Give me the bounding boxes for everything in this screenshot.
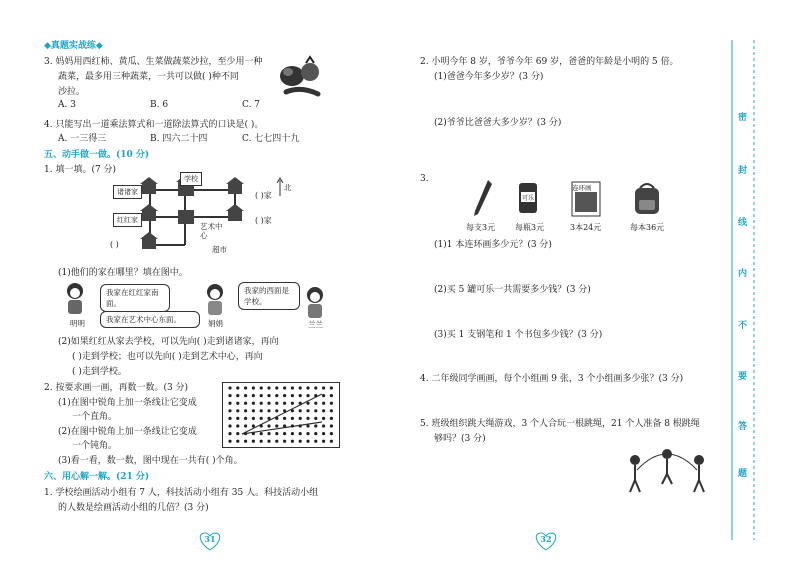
grid-dot bbox=[260, 424, 263, 427]
q6-1-line1: 1. 学校绘画活动小组有 7 人，科技活动小组有 35 人。科技活动小组 bbox=[44, 488, 319, 498]
q3-line2: 蔬菜，最多用三种蔬菜，一共可以做( )种不同 bbox=[58, 72, 239, 82]
grid-dot bbox=[267, 386, 270, 389]
cola-label: 可乐 bbox=[522, 195, 535, 202]
grid-dot bbox=[252, 432, 255, 435]
map-label-supermarket: 超市 bbox=[212, 245, 227, 254]
grid-dot bbox=[314, 394, 317, 397]
grid-dot bbox=[330, 432, 333, 435]
side-char-8: 题 bbox=[738, 469, 748, 479]
side-char-7: 答 bbox=[738, 422, 748, 432]
price-comic: 3本24元 bbox=[570, 223, 602, 232]
grid-dot bbox=[299, 440, 302, 443]
grid-dot bbox=[236, 432, 239, 435]
q3-line1: 3. 妈妈用西红柿、黄瓜、生菜做蔬菜沙拉，至少用一种 bbox=[44, 57, 263, 67]
q6-1-line2: 的人数是绘画活动小组的几倍？(3 分) bbox=[58, 503, 209, 513]
q2-title: 2. 按要求画一画，再数一数。(3 分) bbox=[44, 383, 189, 393]
grid-dot bbox=[267, 432, 270, 435]
pen-icon bbox=[472, 178, 494, 218]
grid-dot bbox=[299, 417, 302, 420]
grid-dot bbox=[306, 424, 309, 427]
grid-dot bbox=[291, 386, 294, 389]
grid-dot bbox=[306, 386, 309, 389]
r-q2-sub2: (2)爷爷比爸爸大多少岁？(3 分) bbox=[434, 118, 562, 128]
grid-dot bbox=[260, 394, 263, 397]
grid-dot bbox=[267, 424, 270, 427]
heart-frame-icon bbox=[532, 530, 560, 552]
grid-dot bbox=[314, 432, 317, 435]
grid-dot bbox=[291, 402, 294, 405]
grid-dot bbox=[330, 402, 333, 405]
grid-dot bbox=[322, 386, 325, 389]
side-char-6: 要 bbox=[738, 372, 748, 382]
map-label-art-center: 艺术中心 bbox=[200, 222, 223, 240]
q4-option-a: A. 一三得三 bbox=[58, 134, 107, 144]
r-q3-number: 3. bbox=[420, 174, 429, 184]
grid-dot bbox=[228, 402, 231, 405]
child-mingming-icon bbox=[64, 282, 86, 316]
grid-dot bbox=[314, 424, 317, 427]
map-label-school: 学校 bbox=[180, 172, 202, 186]
grid-dot bbox=[267, 440, 270, 443]
r-q3-sub3: (3)买 1 支钢笔和 1 个书包多少钱？(3 分) bbox=[434, 330, 603, 340]
grid-dot bbox=[260, 386, 263, 389]
side-char-1: 密 bbox=[738, 113, 748, 123]
grid-dot bbox=[244, 417, 247, 420]
grid-dot bbox=[275, 394, 278, 397]
grid-dot bbox=[299, 424, 302, 427]
grid-dot bbox=[228, 409, 231, 412]
grid-dot bbox=[306, 417, 309, 420]
grid-dot bbox=[260, 402, 263, 405]
grid-dot bbox=[267, 402, 270, 405]
side-char-5: 不 bbox=[738, 321, 748, 331]
section-6-title: 六、用心解一解。(21 分) bbox=[44, 472, 150, 482]
grid-dot bbox=[306, 402, 309, 405]
grid-dot bbox=[252, 394, 255, 397]
grid-dot bbox=[330, 409, 333, 412]
side-char-3: 线 bbox=[738, 218, 748, 228]
grid-dot bbox=[299, 394, 302, 397]
grid-dot bbox=[228, 424, 231, 427]
grid-dot bbox=[275, 417, 278, 420]
r-q5-line2: 够吗？(3 分) bbox=[434, 434, 486, 444]
grid-dot bbox=[283, 440, 286, 443]
grid-dot bbox=[306, 440, 309, 443]
map-blank-2: ( )家 bbox=[255, 216, 272, 225]
price-schoolbag: 每本36元 bbox=[630, 223, 665, 232]
grid-dot bbox=[299, 409, 302, 412]
grid-dot bbox=[236, 386, 239, 389]
comic-label: 连环画 bbox=[572, 184, 592, 192]
q4-line1: 4. 只能写出一道乘法算式和一道除法算式的口诀是( )。 bbox=[44, 120, 264, 130]
grid-dot bbox=[252, 386, 255, 389]
dot-grid-figure bbox=[222, 382, 340, 448]
grid-dot bbox=[260, 432, 263, 435]
q3-option-b: B. 6 bbox=[150, 100, 169, 110]
grid-dot bbox=[291, 417, 294, 420]
q1-sub2-line1: (2)如果红红从家去学校，可以先向( )走到诸诸家，再向 bbox=[58, 337, 279, 347]
grid-dot bbox=[260, 440, 263, 443]
child-name-mingming: 明明 bbox=[70, 319, 85, 328]
grid-dot bbox=[330, 424, 333, 427]
grid-dot bbox=[275, 386, 278, 389]
grid-dot bbox=[306, 394, 309, 397]
right-page bbox=[400, 0, 800, 580]
grid-dot bbox=[283, 432, 286, 435]
grid-dot bbox=[260, 409, 263, 412]
grid-dot bbox=[291, 409, 294, 412]
q4-option-c: C. 七七四十九 bbox=[242, 134, 300, 144]
r-q3-sub2: (2)买 5 罐可乐一共需要多少钱？(3 分) bbox=[434, 285, 591, 295]
grid-dot bbox=[244, 409, 247, 412]
r-q2-sub1: (1)爸爸今年多少岁？(3 分) bbox=[434, 72, 544, 82]
map-blank-1: ( )家 bbox=[255, 191, 272, 200]
grid-dot bbox=[275, 424, 278, 427]
r-q2-title: 2. 小明今年 8 岁，爷爷今年 69 岁，爸爸的年龄是小明的 5 倍。 bbox=[420, 57, 679, 67]
speech-bubble-3: 我家的西面是学校。 bbox=[238, 282, 300, 310]
grid-dot bbox=[236, 417, 239, 420]
q4-option-b: B. 四六二十四 bbox=[150, 134, 208, 144]
grid-dot bbox=[299, 386, 302, 389]
q2-sub2a: (2)在图中锐角上加一条线让它变成 bbox=[58, 427, 197, 437]
grid-dot bbox=[244, 424, 247, 427]
grid-dot bbox=[283, 394, 286, 397]
grid-dot bbox=[236, 409, 239, 412]
child-juanjuan-icon bbox=[204, 283, 226, 317]
grid-dot bbox=[244, 394, 247, 397]
grid-dot bbox=[228, 394, 231, 397]
grid-dot bbox=[291, 440, 294, 443]
grid-dot bbox=[330, 417, 333, 420]
grid-dot bbox=[275, 432, 278, 435]
q3-option-c: C. 7 bbox=[242, 100, 261, 110]
speech-bubble-2: 我家在艺术中心东面。 bbox=[100, 311, 200, 328]
q2-sub3: (3)看一看，数一数，图中现在一共有( )个角。 bbox=[58, 456, 243, 466]
grid-dot bbox=[306, 409, 309, 412]
q2-sub1b: 一个直角。 bbox=[72, 412, 118, 422]
map-label-honghong: 红红家 bbox=[113, 213, 142, 227]
grid-dot bbox=[314, 440, 317, 443]
grid-dot bbox=[283, 417, 286, 420]
grid-dot bbox=[236, 440, 239, 443]
q1-sub2-line2: ( )走到学校；也可以先向( )走到艺术中心，再向 bbox=[72, 352, 263, 362]
section-5-title: 五、动手做一做。(10 分) bbox=[44, 150, 150, 160]
r-q4: 4. 二年级同学画画，每个小组画 9 张，3 个小组画多少张？(3 分) bbox=[420, 374, 684, 384]
grid-dot bbox=[283, 409, 286, 412]
grid-dot bbox=[291, 424, 294, 427]
grid-dot bbox=[252, 417, 255, 420]
grid-dot bbox=[236, 402, 239, 405]
grid-dot bbox=[275, 402, 278, 405]
grid-dot bbox=[314, 386, 317, 389]
grid-dot bbox=[252, 440, 255, 443]
q2-sub2b: 一个钝角。 bbox=[72, 441, 118, 451]
side-char-2: 封 bbox=[738, 166, 748, 176]
grid-dot bbox=[275, 440, 278, 443]
page-number-left: 31 bbox=[204, 534, 216, 544]
map-blank-3: ( ) bbox=[110, 240, 119, 249]
q1-title: 1. 填一填。(7 分) bbox=[44, 165, 117, 175]
grid-dot bbox=[267, 409, 270, 412]
grid-dot bbox=[322, 417, 325, 420]
grid-dot bbox=[244, 432, 247, 435]
grid-dot bbox=[322, 402, 325, 405]
grid-dot bbox=[306, 432, 309, 435]
grid-dot bbox=[322, 432, 325, 435]
grid-dot bbox=[252, 402, 255, 405]
grid-dot bbox=[291, 394, 294, 397]
grid-dot bbox=[228, 417, 231, 420]
map-label-north: 北 bbox=[284, 183, 292, 192]
grid-dot bbox=[244, 402, 247, 405]
grid-dot bbox=[283, 424, 286, 427]
child-lanlan-icon bbox=[304, 286, 326, 320]
child-name-lanlan: 兰兰 bbox=[308, 320, 323, 329]
q3-option-a: A. 3 bbox=[58, 100, 76, 110]
grid-dot bbox=[244, 440, 247, 443]
grid-dot bbox=[299, 432, 302, 435]
grid-dot bbox=[283, 402, 286, 405]
schoolbag-icon bbox=[632, 180, 662, 218]
r-q3-sub1: (1)1 本连环画多少元？(3 分) bbox=[434, 240, 552, 250]
jump-rope-kids-icon bbox=[625, 446, 711, 496]
grid-dot bbox=[228, 386, 231, 389]
grid-dot bbox=[322, 394, 325, 397]
grid-dot bbox=[322, 409, 325, 412]
section-banner: ◆真题实战练◆ bbox=[44, 41, 103, 51]
grid-dot bbox=[236, 394, 239, 397]
speech-bubble-1: 我家在红红家南面。 bbox=[100, 284, 170, 312]
grid-dot bbox=[267, 394, 270, 397]
page-number-right: 32 bbox=[540, 534, 552, 544]
price-pen: 每支3元 bbox=[466, 223, 496, 232]
vegetables-icon bbox=[276, 52, 326, 102]
side-char-4: 内 bbox=[738, 269, 748, 279]
grid-dot bbox=[275, 409, 278, 412]
grid-dot bbox=[330, 386, 333, 389]
grid-dot bbox=[330, 440, 333, 443]
grid-dot bbox=[314, 417, 317, 420]
r-q5-line1: 5. 班级组织跳大绳游戏，3 个人合玩一根跳绳，21 个人准备 8 根跳绳 bbox=[420, 419, 700, 429]
grid-dot bbox=[299, 402, 302, 405]
grid-dot bbox=[322, 424, 325, 427]
price-cola: 每瓶3元 bbox=[515, 223, 545, 232]
grid-dot bbox=[244, 386, 247, 389]
grid-dot bbox=[330, 394, 333, 397]
grid-dot bbox=[228, 440, 231, 443]
grid-dot bbox=[252, 409, 255, 412]
grid-dot bbox=[314, 409, 317, 412]
grid-dot bbox=[314, 402, 317, 405]
child-name-juanjuan: 娟娟 bbox=[208, 319, 223, 328]
map-label-zhuzhu: 诸诸家 bbox=[113, 185, 142, 199]
q1-sub2-line3: ( )走到学校。 bbox=[72, 367, 127, 377]
q3-line3: 沙拉。 bbox=[58, 87, 86, 97]
grid-dot bbox=[260, 417, 263, 420]
heart-frame-icon bbox=[196, 530, 224, 552]
grid-dot bbox=[236, 424, 239, 427]
q1-sub1: (1)他们的家在哪里？填在图中。 bbox=[58, 268, 188, 278]
q2-sub1a: (1)在图中锐角上加一条线让它变成 bbox=[58, 398, 197, 408]
grid-dot bbox=[283, 386, 286, 389]
grid-dot bbox=[267, 417, 270, 420]
grid-dot bbox=[322, 440, 325, 443]
grid-dot bbox=[291, 432, 294, 435]
grid-dot bbox=[228, 432, 231, 435]
grid-dot bbox=[252, 424, 255, 427]
